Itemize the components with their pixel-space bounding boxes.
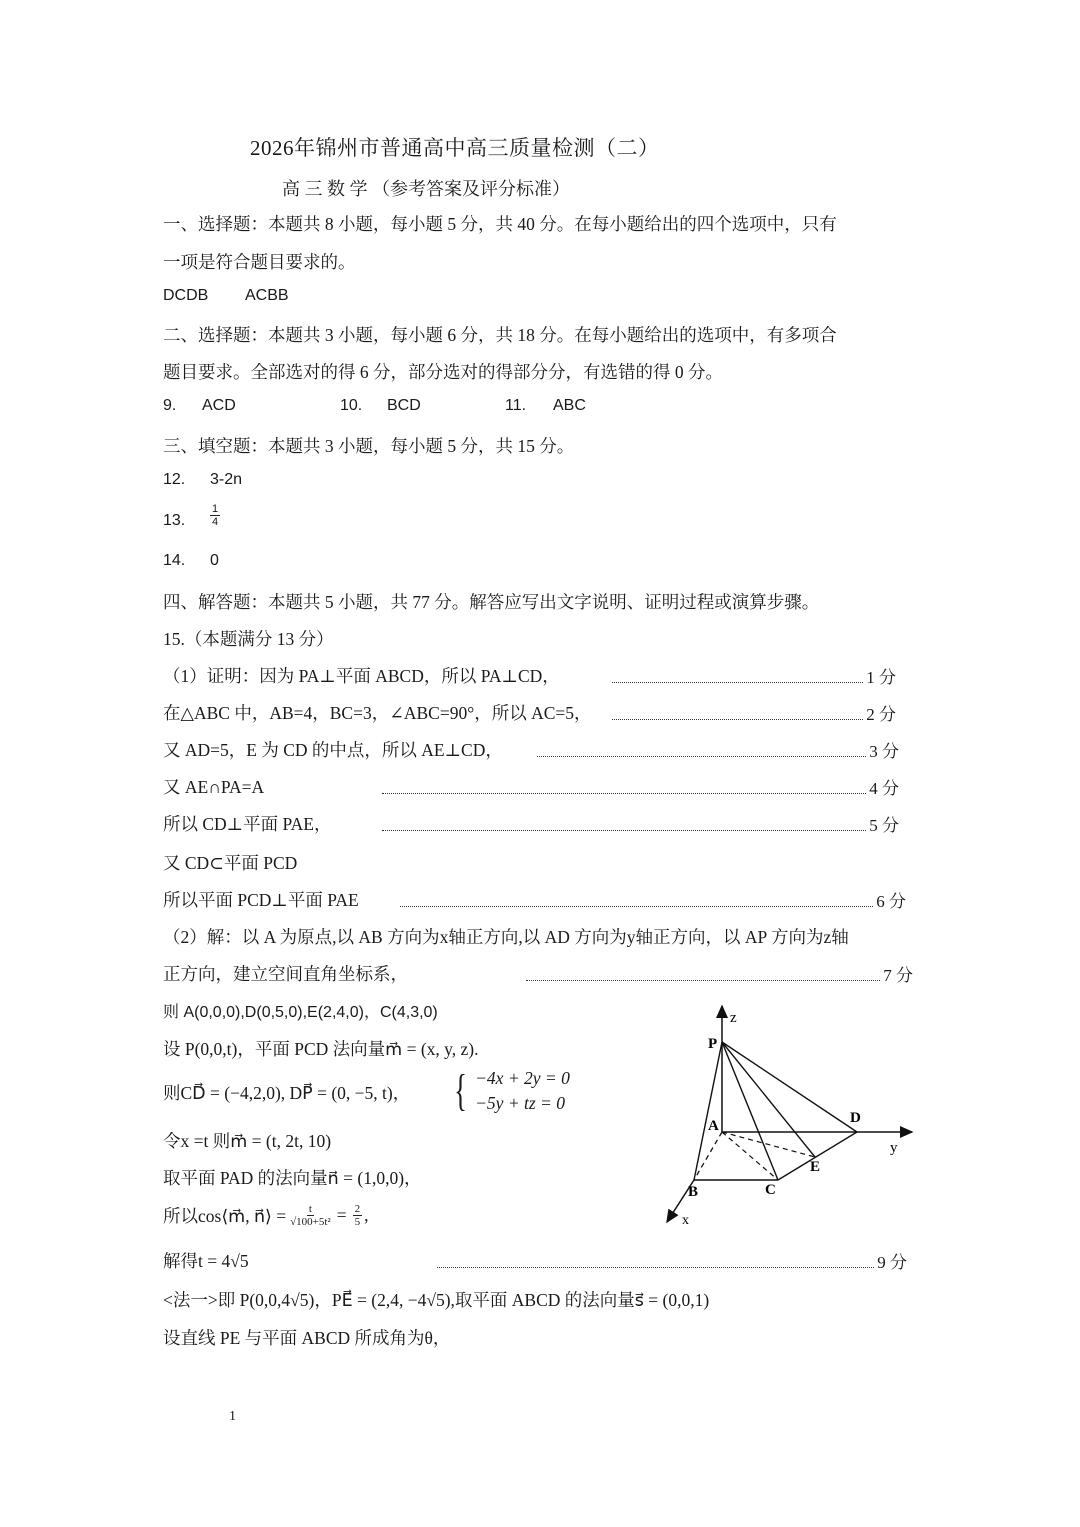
score-5: 5 分: [869, 816, 899, 835]
edge-PE: [722, 1042, 815, 1157]
fill-13-num: 13.: [163, 512, 186, 529]
part2-line1: （2）解：以 A 为原点,以 AB 方向为x轴正方向,以 AD 方向为y轴正方向，以 AP 方向为z轴: [163, 927, 849, 947]
score-leader-4: [382, 774, 899, 799]
set-p-line: 设 P(0,0,t)，平面 PCD 法向量m⃗ = (x, y, z).: [163, 1039, 479, 1059]
mc-answers-a: DCDB: [163, 287, 209, 304]
proof-line-4: 又 AE∩PA=A: [163, 777, 265, 797]
cos-line: [163, 1203, 368, 1228]
section1-line1: 一、选择题：本题共 8 小题，每小题 5 分，共 40 分。在每小题给出的四个选项中，只有: [163, 214, 837, 234]
multi-answer-10-num: 10.: [340, 397, 363, 414]
fill-12-answer: 3-2n: [210, 471, 243, 488]
label-C: C: [765, 1182, 776, 1198]
score-part2: 7 分: [883, 966, 913, 985]
score-1: 1 分: [866, 668, 896, 687]
page-title: 2026年锦州市普通高中高三质量检测（二）: [250, 136, 660, 160]
multi-answer-9: ACD: [202, 397, 236, 414]
proof-line-5: 所以 CD⊥平面 PAE，: [163, 814, 332, 834]
page-subtitle: 高 三 数 学 （参考答案及评分标准）: [282, 179, 570, 199]
score-leader-3: [537, 737, 899, 762]
q15-header: 15.（本题满分 13 分）: [163, 629, 334, 649]
score-4: 4 分: [869, 779, 899, 798]
label-E: E: [810, 1159, 821, 1175]
part2-line2: 正方向，建立空间直角坐标系，: [163, 964, 408, 984]
fraction-numerator: 1: [212, 503, 219, 515]
proof-line-1: （1）证明：因为 PA⊥平面 ABCD，所以 PA⊥CD，: [163, 666, 560, 686]
page-number: 1: [229, 1409, 236, 1424]
label-P: P: [708, 1036, 718, 1052]
edge-PC: [722, 1042, 778, 1180]
cos-result-numerator: 2: [354, 1203, 361, 1215]
section1-line2: 一项是符合题目要求的。: [163, 252, 356, 272]
score-2: 2 分: [866, 705, 896, 724]
score-solve: 9 分: [877, 1253, 907, 1272]
cos-equals: =: [336, 1205, 347, 1225]
score-leader-5: [382, 811, 899, 836]
score-leader-7: [400, 887, 906, 912]
cos-numerator: t: [308, 1203, 312, 1215]
multi-answer-9-num: 9.: [163, 397, 177, 414]
label-z: z: [730, 1010, 737, 1026]
edge-PB: [694, 1042, 722, 1180]
score-leader-solve: [437, 1248, 907, 1273]
multi-answer-11: ABC: [553, 397, 586, 414]
score-leader-part2: [526, 961, 913, 986]
proof-line-6: 又 CD⊂平面 PCD: [163, 853, 298, 873]
edge-PD: [722, 1042, 857, 1132]
equation-2: −5y + tz = 0: [475, 1093, 565, 1113]
cos-result-denominator: 5: [354, 1216, 361, 1228]
pad-normal-line: 取平面 PAD 的法向量n⃗ = (1,0,0)，: [163, 1168, 422, 1188]
fill-13-answer: [208, 503, 222, 528]
mc-answers-b: ACBB: [245, 287, 289, 304]
label-x: x: [682, 1213, 689, 1228]
fill-12-num: 12.: [163, 471, 186, 488]
pyramid-figure: [650, 1000, 920, 1235]
cos-denominator: √100+5t²: [290, 1216, 331, 1228]
cos-prefix: 所以cos⟨m⃗, n⃗⟩ =: [163, 1206, 287, 1226]
equation-system: { −4x + 2y = 0 −5y + tz = 0: [454, 1066, 570, 1115]
section2-line1: 二、选择题：本题共 3 小题，每小题 6 分，共 18 分。在每小题给出的选项中，有多项合: [163, 325, 837, 345]
score-leader-1: [612, 663, 896, 688]
section2-line2: 题目要求。全部选对的得 6 分，部分选对的得部分分，有选错的得 0 分。: [163, 362, 723, 382]
cos-end: ,: [364, 1205, 369, 1225]
multi-answer-10: BCD: [387, 397, 421, 414]
score-leader-2: [612, 700, 896, 725]
fill-14-answer: 0: [210, 552, 219, 569]
proof-line-2: 在△ABC 中，AB=4，BC=3，∠ABC=90°，所以 AC=5，: [163, 703, 592, 723]
angle-line: 设直线 PE 与平面 ABCD 所成角为θ，: [163, 1328, 451, 1348]
solve-line: 解得t = 4√5: [163, 1251, 249, 1271]
proof-line-7: 所以平面 PCD⊥平面 PAE: [163, 890, 359, 910]
label-B: B: [688, 1184, 699, 1200]
let-line: 令x =t 则m⃗ = (t, 2t, 10): [163, 1131, 332, 1151]
equation-1: −4x + 2y = 0: [475, 1068, 570, 1088]
fraction-denominator: 4: [212, 516, 219, 528]
method1-line: <法一>即 P(0,0,4√5)，PE⃗ = (2,4, −4√5),取平面 ABCD 的法向量s⃗ = (0,0,1): [163, 1290, 710, 1310]
vectors-line: 则CD⃗ = (−4,2,0), DP⃗ = (0, −5, t)，: [163, 1083, 411, 1103]
label-y: y: [890, 1140, 898, 1156]
label-A: A: [708, 1118, 719, 1134]
label-D: D: [850, 1110, 861, 1126]
multi-answer-11-num: 11.: [505, 397, 527, 414]
section4-header: 四、解答题：本题共 5 小题，共 77 分。解答应写出文字说明、证明过程或演算步骤。: [163, 592, 820, 612]
section3-header: 三、填空题：本题共 3 小题，每小题 5 分，共 15 分。: [163, 436, 575, 456]
score-3: 3 分: [869, 742, 899, 761]
fill-14-num: 14.: [163, 552, 186, 569]
coords-line: 则 A(0,0,0),D(0,5,0),E(2,4,0)，C(4,3,0): [163, 1004, 438, 1021]
proof-line-3: 又 AD=5，E 为 CD 的中点，所以 AE⊥CD，: [163, 740, 503, 760]
score-7: 6 分: [876, 892, 906, 911]
